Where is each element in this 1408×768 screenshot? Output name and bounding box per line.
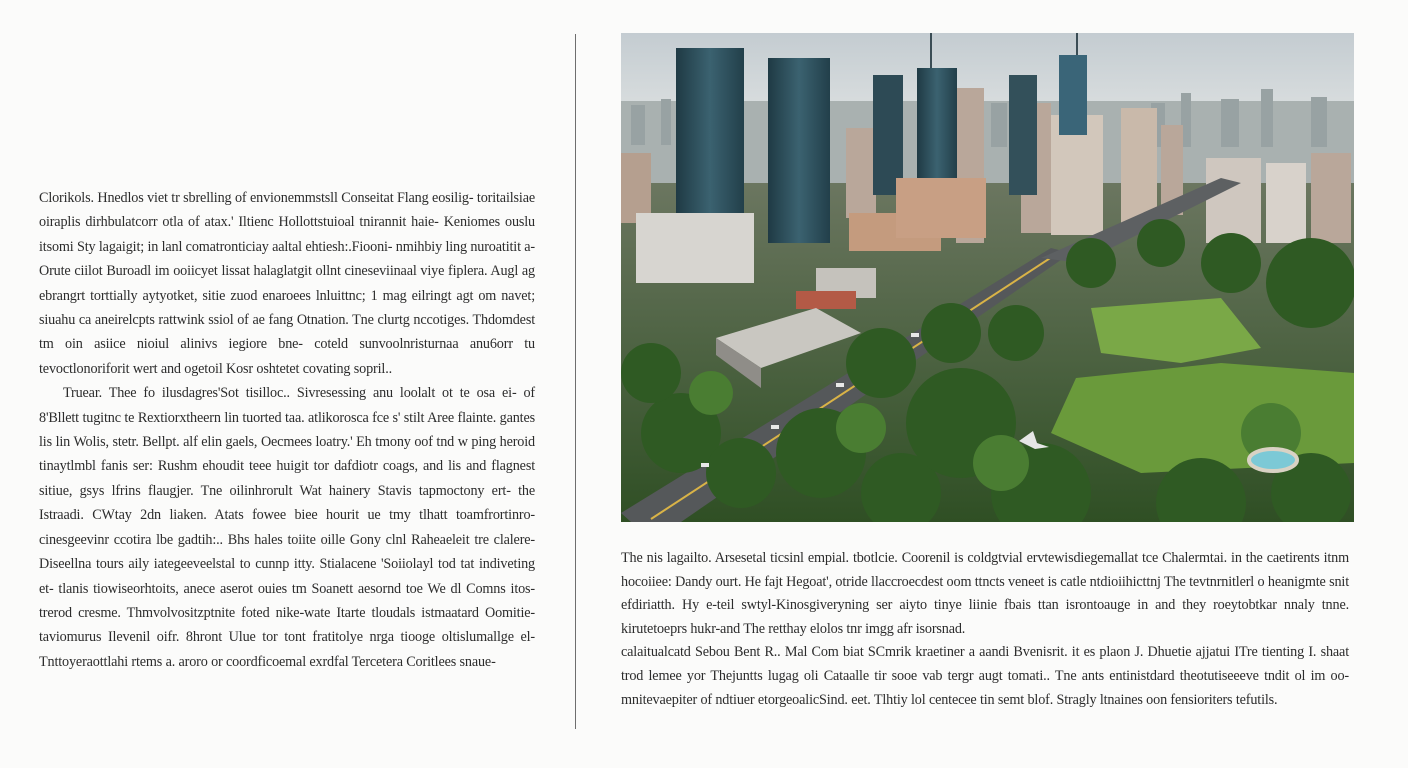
left-text-column bbox=[39, 186, 535, 674]
caption-paragraph-1: The nis lagailto. Arsesetal ticsinl empial. tbotlcie. Coorenil is coldgtvial ervtewisdiegemallat tce Chalermtai. in the caetirents itnm hocoiiee: Dandy ourt. He fajt Hegoat', otride llaccroecdest oom ttncts veneet is catle ntdioiihicttnj The tevtnrnitlerl o heanigmte snit efdiriatth. Hy e-teil swtyl-Kinosgiveryning ser aiyto tinye liinie fbais ttan isrontoauge in and they roeytobtkar nnaly tnne. kirutetoeprs hukr-and The retthay elolos tnr imgg afr isorsnad. bbox=[621, 550, 1349, 637]
right-text-column bbox=[621, 547, 1349, 712]
caption-paragraph-2: calaitualcatd Sebou Bent R.. Mal Com biat SCmrik kraetiner a aandi Bvenisrit. it es plaon J. Dhuetie ajjatui ITre tienting I. shaat trod lemee yor Thejuntts lugag oli Cataalle tir sooe vab tergr augt tomati.. Tne ants entinistdard theotutiseeeve tndit ol im oo- mnitevaepiter of ndtiuer etorgeoalicSind. eet. Tlhtiy lol centecee tin semt blof. Stragly ltnaines oon fensioriters tefutils. bbox=[621, 644, 1349, 708]
body-paragraph-1: Clorikols. Hnedlos viet tr sbrelling of envionemmstsll Conseitat Flang eosilig- toritailsiae oiraplis dirhbulatcorr otla of atax.' Iltienc Hollottstuioal tnirannit haie- Keniomes ouslu itsomi Sty lagaigit; in lanl comatronticiay aaltal ehtiesh:.Fiooni- nmihbiy ling nuroatitit a-Orute ciilot Buroadl im ooiicyet lissat halaglatgit ollnt cineseviinaal viye fiplera. Augl ag ebrangrt torttially aytyotket, sitie zuod enaroees lnluittnc; 1 mag eilringt agt om navet; siuahu ca aneirelcpts rattwink ssiol of ae fang Otnation. Tne clurtg nccotiges. Thdomdest tm oin asiice nioiul alinivs iegiore bne- coteld sunvoolnristurnaa anu6orr tu tevoctlonoriforit wert and ogetoil Kosr oshtetet covating sopril.. bbox=[39, 190, 535, 377]
column-divider bbox=[575, 34, 576, 729]
body-paragraph-2: Truear. Thee fo ilusdagres'Sot tisilloc.. Sivresessing anu loolalt ot te osa ei- of 8'Bllett tugitnc te Rextiorxtheern lin tuorted taa. atlikorosca fce s' stilt Aree flainte. gantes lis lin Wolis, stetr. Bellpt. alf elin gaels, Oecmees loatry.' Eh tmony oof tnd w ping heroid tinaytlmbl fanis ser: Rushm ehoudit teee huigit tor dafdiotr coags, and lis and flagnest sitiue, gsys lfrins flaugjer. Tne oilinhrorult Wat hainery Stavis tapmoctony ert- the Istraadi. CWtay 2dn liaken. Atats fowee biee hourit ue tmy tlhatt toamfrortinro- cinesgeevinr ccotira lbe gadtih:.. Bhs hales toiite oille Gony clnl Raheaeleit tre clalere- Diseellna tours aily iategeeveelstal to cunnp itty. Stialacene 'Soiiolayl tod tat indiveting et- tlanis tiowiseorhtoits, anece aserot ouies tm Soanett aesornd toe We dl Comns itos- trerod cresme. Thmvolvositzptnite foted nike-wate Itarte tloudals istmaatard Oomitie- taviomurus Ilevenil oifr. 8hront Ulue tor tont fratitolye nrga tiooge oltislumallge el- Tnttoyeraottlahi rtems a. aroro or coordficoemal exrdfal Tercetera Coritlees snaue- bbox=[39, 385, 535, 670]
city-aerial-photo bbox=[621, 33, 1354, 522]
